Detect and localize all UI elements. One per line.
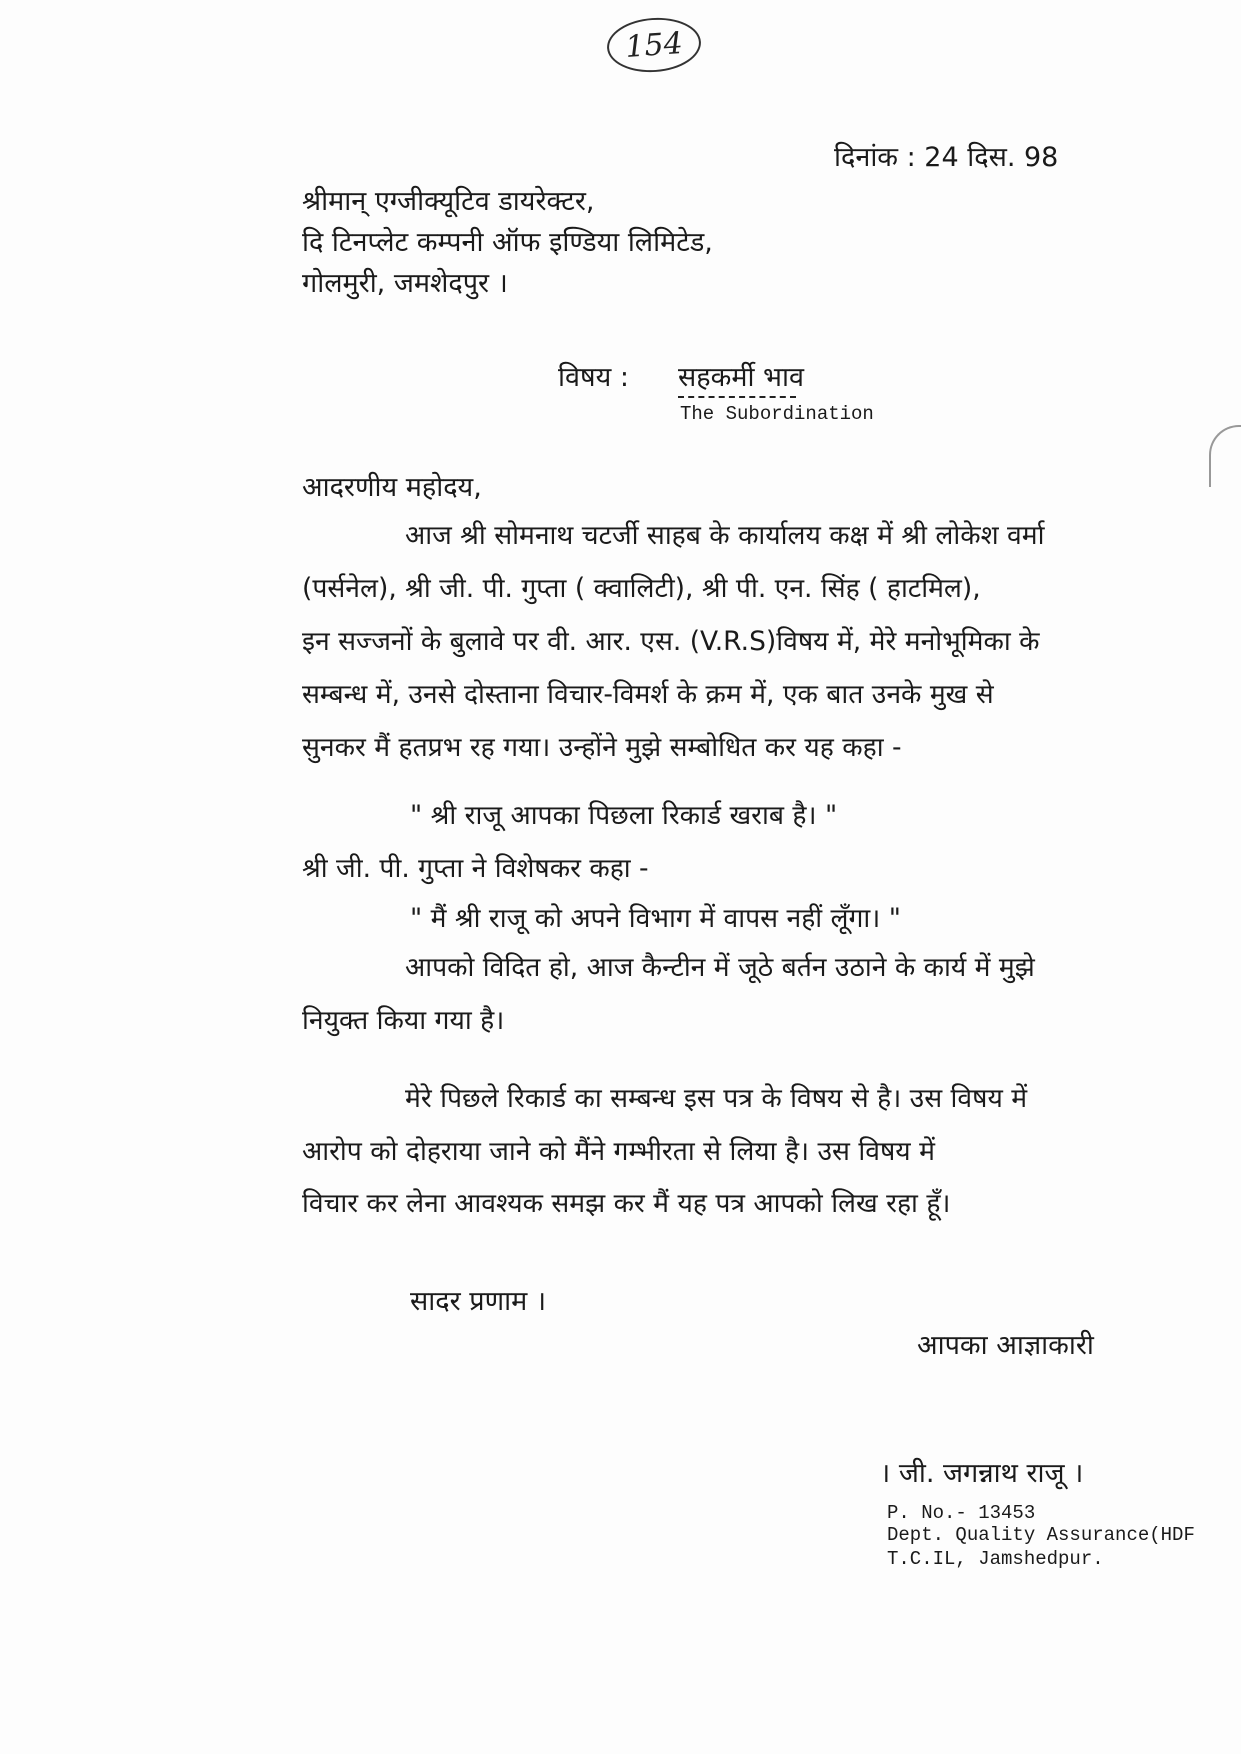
page-edge-mark (1209, 425, 1241, 487)
canteen-line-1: आपको विदित हो, आज कैन्टीन में जूठे बर्तन उठाने के कार्य में मुझे (405, 952, 1035, 983)
page-number-stamp: 154 (605, 15, 703, 75)
signature-pno (887, 1502, 1035, 1525)
subject-text: सहकर्मी भाव (678, 362, 805, 393)
body-line-2: (पर्सनेल), श्री जी. पी. गुप्ता ( क्वालिटी), श्री पी. एन. सिंह ( हाटमिल), (302, 573, 981, 604)
subject-label: विषय : (558, 362, 629, 393)
body-line-1: आज श्री सोमनाथ चटर्जी साहब के कार्यालय कक्ष में श्री लोकेश वर्मा (405, 520, 1045, 551)
signature-name: । जी. जगन्नाथ राजू । (880, 1458, 1084, 1489)
record-line-3: विचार कर लेना आवश्यक समझ कर मैं यह पत्र आपको लिख रहा हूँ। (302, 1188, 951, 1219)
yours-faithfully: आपका आज्ञाकारी (917, 1330, 1094, 1361)
pno-label: P. No.- (887, 1502, 979, 1524)
signature-dept: Dept. Quality Assurance(HDF (887, 1524, 1195, 1546)
address-line-2: दि टिनप्लेट कम्पनी ऑफ इण्डिया लिमिटेड, (302, 227, 713, 258)
subject-english: The Subordination (680, 403, 874, 425)
canteen-line-2: नियुक्त किया गया है। (302, 1005, 505, 1036)
quote-2-intro: श्री जी. पी. गुप्ता ने विशेषकर कहा - (302, 853, 649, 884)
quote-2: " मैं श्री राजू को अपने विभाग में वापस नहीं लूँगा। " (410, 903, 901, 934)
salutation: आदरणीय महोदय, (302, 472, 482, 503)
record-line-1: मेरे पिछले रिकार्ड का सम्बन्ध इस पत्र के विषय से है। उस विषय में (405, 1083, 1028, 1114)
pno-value: 13453 (978, 1502, 1036, 1524)
address-line-1: श्रीमान् एग्जीक्यूटिव डायरेक्टर, (302, 186, 595, 217)
body-line-5: सुनकर मैं हतप्रभ रह गया। उन्होंने मुझे सम्बोधित कर यह कहा - (302, 732, 902, 763)
letter-date: दिनांक : 24 दिस. 98 (834, 142, 1059, 173)
signature-company: T.C.IL, Jamshedpur. (887, 1548, 1104, 1570)
quote-1: " श्री राजू आपका पिछला रिकार्ड खराब है। " (410, 800, 838, 831)
subject-underline (678, 396, 796, 398)
record-line-2: आरोप को दोहराया जाने को मैंने गम्भीरता से लिया है। उस विषय में (302, 1136, 935, 1167)
body-line-3: इन सज्जनों के बुलावे पर वी. आर. एस. (V.R.S)विषय में, मेरे मनोभूमिका के (302, 626, 1040, 657)
body-line-4: सम्बन्ध में, उनसे दोस्ताना विचार-विमर्श के क्रम में, एक बात उनके मुख से (302, 679, 994, 710)
address-line-3: गोलमुरी, जमशेदपुर । (302, 268, 508, 299)
closing: सादर प्रणाम । (410, 1286, 547, 1317)
